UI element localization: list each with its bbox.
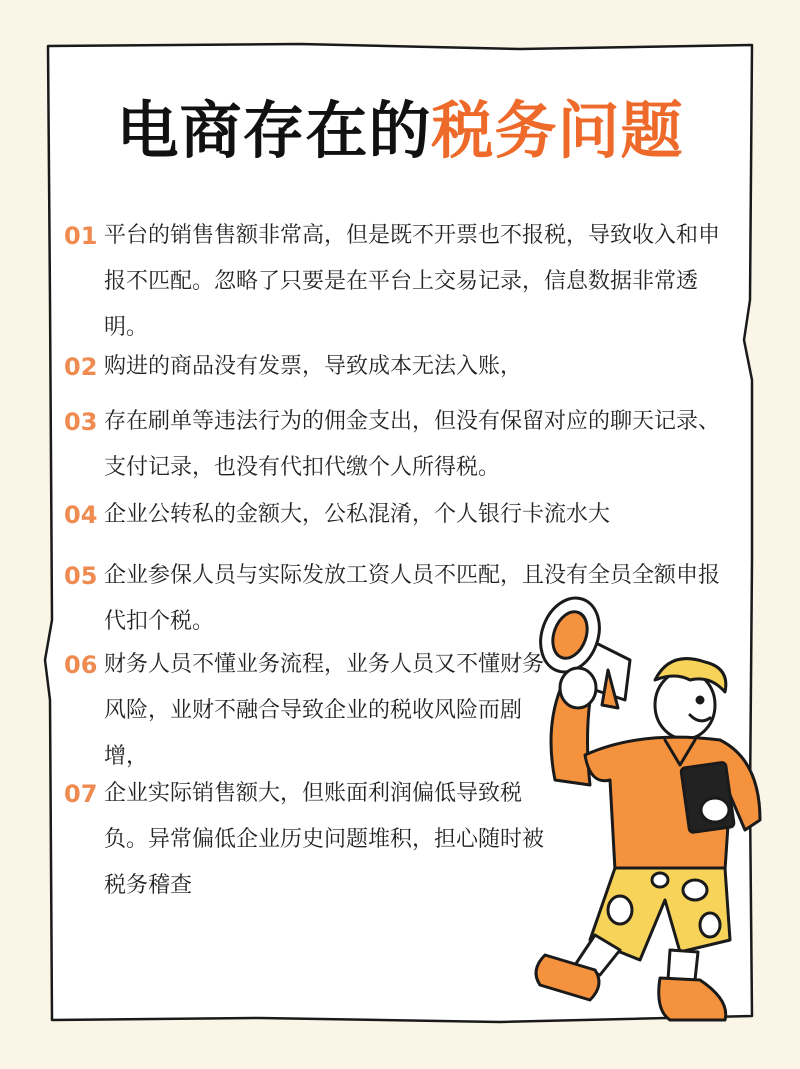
item-text: 企业公转私的金额大，公私混淆，个人银行卡流水大 [104,502,611,527]
item-number: 06 [64,651,98,679]
item-number: 01 [64,222,98,250]
item-number: 05 [64,562,98,590]
person-with-megaphone-illustration [490,580,790,1040]
list-item [64,492,734,538]
list-item [64,213,734,353]
list-item [64,399,734,491]
item-text: 财务人员不懂业务流程，业务人员又不懂财务风险，业财不融合导致企业的税收风险而剧增， [104,652,545,769]
item-text: 企业参保人员与实际发放工资人员不匹配，且没有全员全额申报代扣个税。 [104,563,721,634]
item-number: 04 [64,501,98,529]
item-text: 企业实际销售额大，但账面利润偏低导致税负。异常偏低企业历史问题堆积，担心随时被税务稽查 [104,781,545,898]
item-text: 购进的商品没有发票，导致成本无法入账， [104,354,523,379]
list-item [64,771,544,909]
title-part-1: 电商存在的 [116,94,432,167]
item-number: 03 [64,408,98,436]
item-number: 02 [64,353,98,381]
title-part-2: 税务问题 [431,94,684,167]
list-item [64,642,544,780]
item-number: 07 [64,780,98,808]
item-text: 平台的销售售额非常高，但是既不开票也不报税，导致收入和申报不匹配。忽略了只要是在平台上交易记录，信息数据非常透明。 [104,223,721,340]
page-title [0,94,800,167]
item-text: 存在刷单等违法行为的佣金支出，但没有保留对应的聊天记录、支付记录，也没有代扣代缴个人所得税。 [104,409,721,480]
list-item [64,344,734,390]
